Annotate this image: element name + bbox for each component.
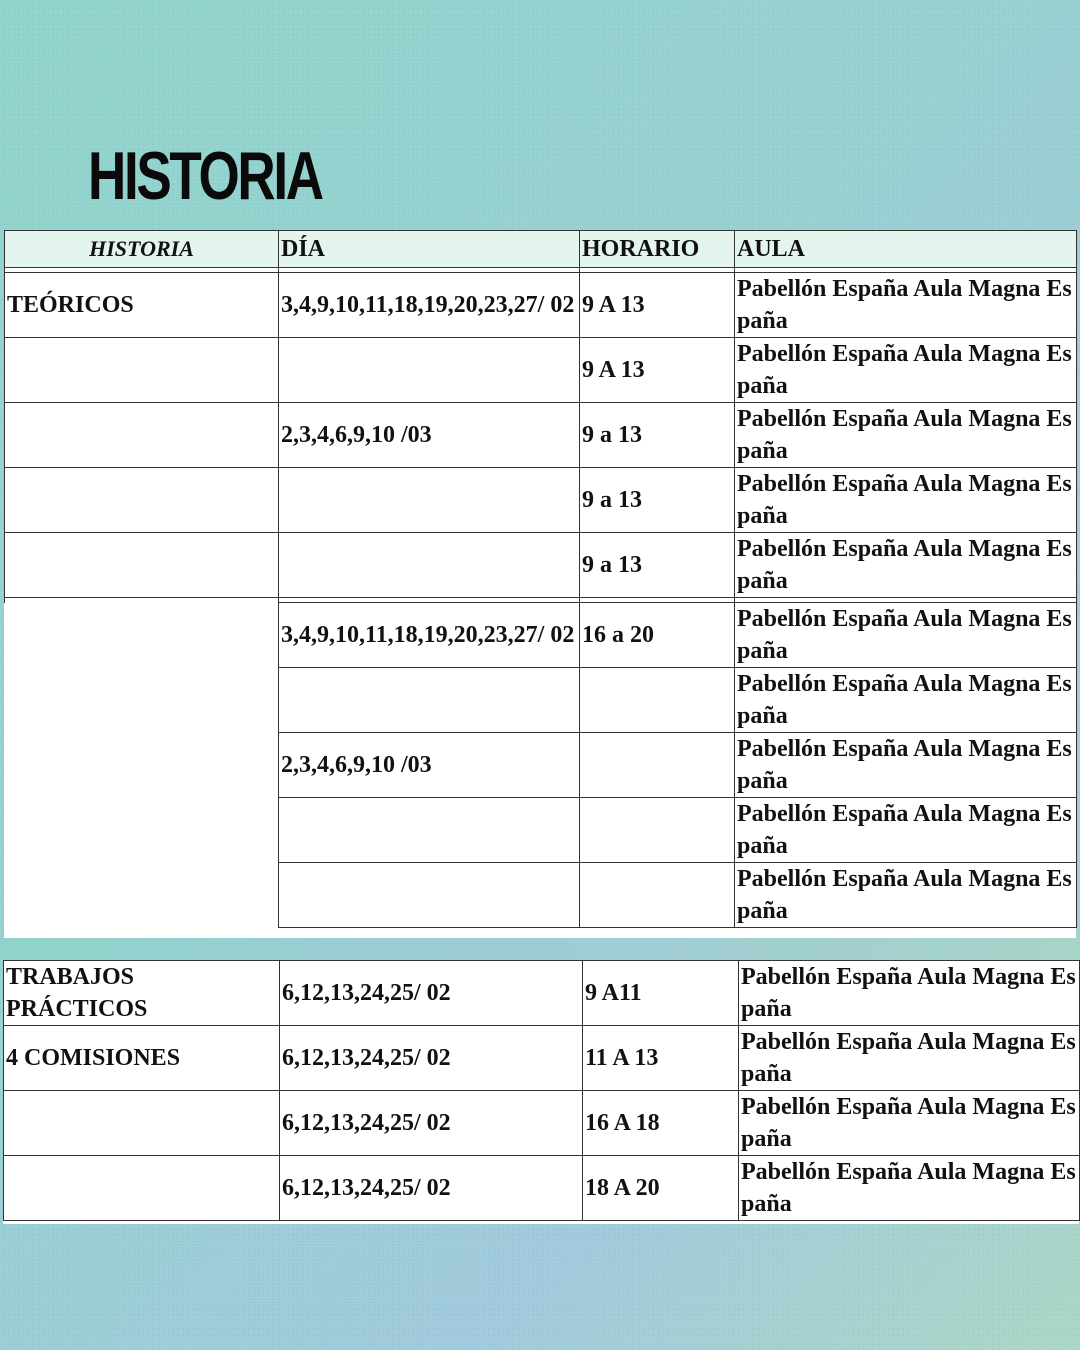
row-type: [5, 403, 279, 468]
row-aula: Pabellón España Aula Magna España: [739, 1156, 1080, 1221]
row-type: [5, 468, 279, 533]
row-aula: Pabellón España Aula Magna España: [739, 1091, 1080, 1156]
row-aula: Pabellón España Aula Magna España: [735, 733, 1077, 798]
row-dia: 3,4,9,10,11,18,19,20,23,27/ 02: [279, 273, 580, 338]
row-type: 4 COMISIONES: [4, 1026, 280, 1091]
row-type: [5, 798, 279, 863]
row-dia: 6,12,13,24,25/ 02: [280, 961, 583, 1026]
row-aula: Pabellón España Aula Magna España: [735, 798, 1077, 863]
table-row: [4, 1091, 1080, 1156]
row-horario: 9 a 13: [580, 468, 735, 533]
row-dia: 2,3,4,6,9,10 /03: [279, 403, 580, 468]
header-dia: DÍA: [279, 231, 580, 268]
row-dia: 6,12,13,24,25/ 02: [280, 1026, 583, 1091]
header-aula: AULA: [735, 231, 1077, 268]
table-row: [5, 668, 1077, 733]
row-aula: Pabellón España Aula Magna España: [735, 273, 1077, 338]
table-row: [5, 733, 1077, 798]
row-type: [5, 733, 279, 798]
row-dia: 2,3,4,6,9,10 /03: [279, 733, 580, 798]
row-horario: 9 a 13: [580, 533, 735, 598]
row-type: [4, 1091, 280, 1156]
table-row: [5, 533, 1077, 598]
row-horario: [580, 668, 735, 733]
table-row: [4, 961, 1080, 1026]
table-row: [5, 468, 1077, 533]
row-horario: 18 A 20: [583, 1156, 739, 1221]
page-title: HISTORIA: [88, 138, 322, 214]
row-dia: [279, 668, 580, 733]
row-horario: 16 a 20: [580, 603, 735, 668]
row-aula: Pabellón España Aula Magna España: [735, 668, 1077, 733]
row-horario: 16 A 18: [583, 1091, 739, 1156]
row-type: TEÓRICOS: [5, 273, 279, 338]
row-aula: Pabellón España Aula Magna España: [735, 533, 1077, 598]
row-dia: [279, 468, 580, 533]
row-horario: 9 A 13: [580, 273, 735, 338]
table-row: [5, 603, 1077, 668]
row-type: [5, 603, 279, 668]
row-aula: Pabellón España Aula Magna España: [735, 603, 1077, 668]
table-header-row: [5, 231, 1077, 268]
row-aula: Pabellón España Aula Magna España: [739, 1026, 1080, 1091]
row-aula: Pabellón España Aula Magna España: [735, 338, 1077, 403]
section-divider: [0, 938, 1080, 960]
row-horario: 9 A11: [583, 961, 739, 1026]
row-horario: 9 A 13: [580, 338, 735, 403]
table-row: [5, 338, 1077, 403]
row-dia: [279, 338, 580, 403]
table-row: [5, 863, 1077, 928]
table-row: [4, 1156, 1080, 1221]
row-horario: 11 A 13: [583, 1026, 739, 1091]
header-historia: HISTORIA: [5, 231, 279, 268]
table-row: [5, 403, 1077, 468]
row-horario: 9 a 13: [580, 403, 735, 468]
row-horario: [580, 733, 735, 798]
table-row: [5, 798, 1077, 863]
row-dia: 6,12,13,24,25/ 02: [280, 1091, 583, 1156]
row-aula: Pabellón España Aula Magna España: [735, 863, 1077, 928]
row-horario: [580, 798, 735, 863]
row-aula: Pabellón España Aula Magna España: [735, 403, 1077, 468]
row-dia: [279, 863, 580, 928]
row-dia: 6,12,13,24,25/ 02: [280, 1156, 583, 1221]
row-aula: Pabellón España Aula Magna España: [739, 961, 1080, 1026]
row-aula: Pabellón España Aula Magna España: [735, 468, 1077, 533]
schedule-table-practicos: [3, 960, 1079, 1224]
row-dia: [279, 798, 580, 863]
row-type: TRABAJOS PRÁCTICOS: [4, 961, 280, 1026]
row-type: [5, 533, 279, 598]
row-type: [5, 863, 279, 928]
table-row: [5, 273, 1077, 338]
row-type: [4, 1156, 280, 1221]
row-type: [5, 668, 279, 733]
header-horario: HORARIO: [580, 231, 735, 268]
row-dia: 3,4,9,10,11,18,19,20,23,27/ 02: [279, 603, 580, 668]
row-dia: [279, 533, 580, 598]
schedule-table-teoricos: [4, 230, 1076, 938]
table-row: [4, 1026, 1080, 1091]
row-type: [5, 338, 279, 403]
row-horario: [580, 863, 735, 928]
